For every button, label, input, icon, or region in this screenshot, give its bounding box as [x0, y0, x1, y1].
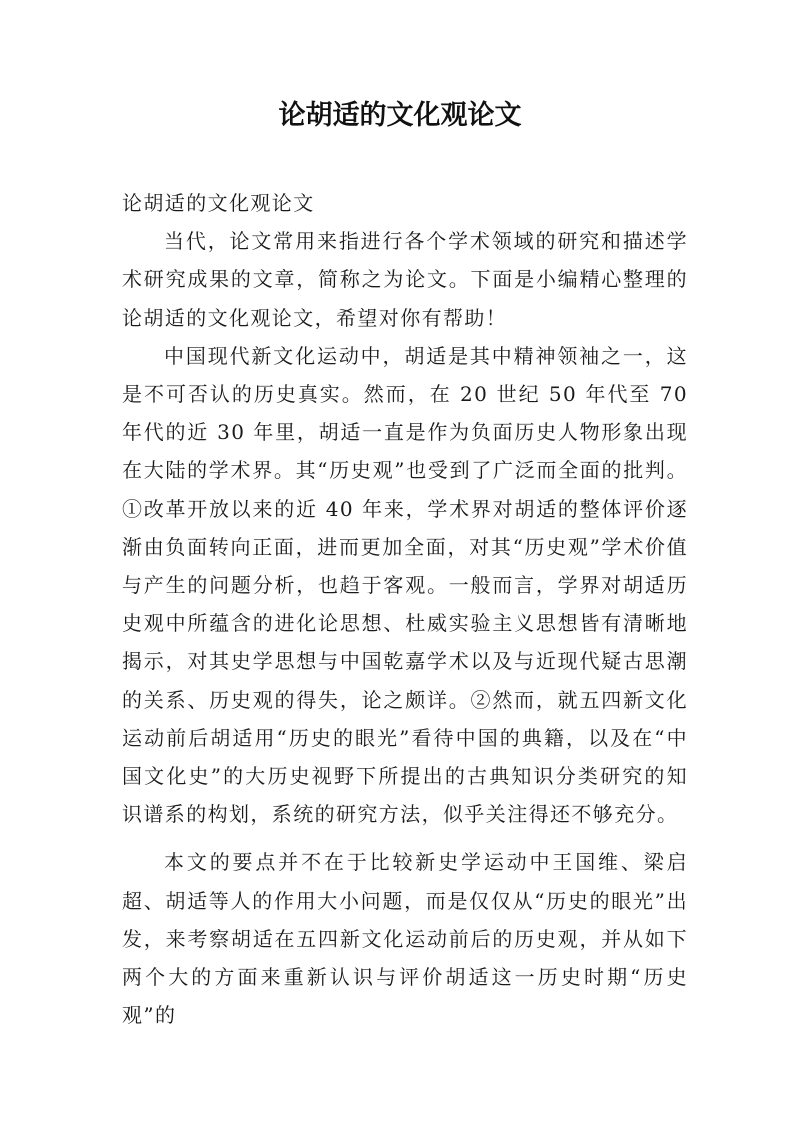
document-body	[122, 184, 688, 1034]
paragraph-focus: 本文的要点并不在于比较新史学运动中王国维、梁启超、胡适等人的作用大小问题，而是仅仅从“历史的眼光”出发，来考察胡适在五四新文化运动前后的历史观，并从如下两个大的方面来重新认识与评价胡适这一历史时期“历史观”的	[122, 850, 688, 1028]
paragraph-background: 中国现代新文化运动中，胡适是其中精神领袖之一，这是不可否认的历史真实。然而，在 20 世纪 50 年代至 70 年代的近 30 年里，胡适一直是作为负面历史人物形象出现在大陆的学术界。其“历史观”也受到了广泛而全面的批判。①改革开放以来的近 40 年来，学术界对胡适的整体评价逐渐由负面转向正面，进而更加全面，对其“历史观”学术价值与产生的问题分析，也趋于客观。一般而言，学界对胡适历史观中所蕴含的进化论思想、杜威实验主义思想皆有清晰地揭示，对其史学思想与中国乾嘉学术以及与近现代疑古思潮的关系、历史观的得失，论之颇详。②然而，就五四新文化运动前后胡适用“历史的眼光”看待中国的典籍，以及在“中国文化史”的大历史视野下所提出的古典知识分类研究的知识谱系的构划，系统的研究方法，似乎关注得还不够充分。	[122, 343, 688, 827]
document-title: 论胡适的文化观论文	[278, 100, 522, 131]
document-subtitle: 论胡适的文化观论文	[122, 191, 315, 215]
paragraph-intro: 当代，论文常用来指进行各个学术领域的研究和描述学术研究成果的文章，简称之为论文。下面是小编精心整理的论胡适的文化观论文，希望对你有帮助！	[122, 229, 688, 330]
